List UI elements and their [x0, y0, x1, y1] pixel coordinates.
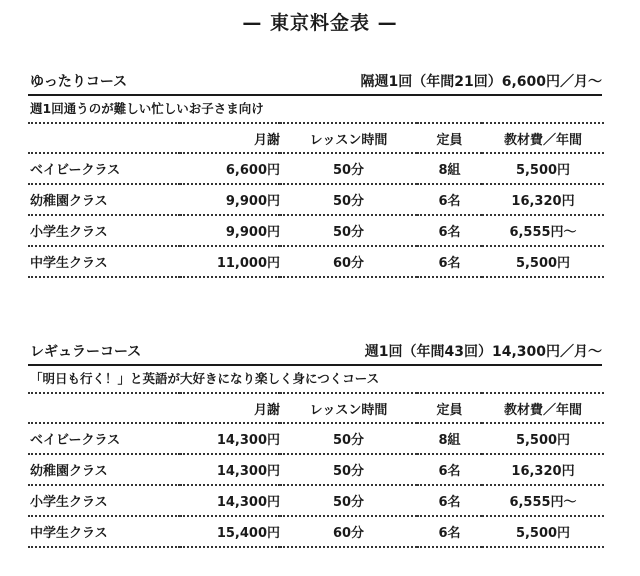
class-name-cell: ベイビークラス	[28, 423, 180, 454]
class-name-cell: 幼稚園クラス	[28, 184, 180, 215]
lesson-time-cell: 50分	[280, 184, 417, 215]
capacity-cell: 6名	[417, 454, 482, 485]
course-header	[28, 70, 602, 96]
column-header-class	[28, 123, 180, 153]
lesson-time-cell: 60分	[280, 516, 417, 547]
column-header-class	[28, 393, 180, 423]
course-price: 隔週1回（年間21回）6,600円／月〜	[360, 74, 602, 90]
capacity-cell: 6名	[417, 485, 482, 516]
lesson-time-cell: 60分	[280, 246, 417, 277]
table-header-row	[28, 393, 604, 423]
material-fee-cell: 5,500円	[482, 423, 604, 454]
course-description: 週1回通うのが難しい忙しいお子さま向け	[30, 101, 264, 116]
course-price: 週1回（年間43回）14,300円／月〜	[364, 344, 602, 360]
lesson-time-cell: 50分	[280, 215, 417, 246]
monthly-fee-cell: 14,300円	[180, 454, 280, 485]
capacity-cell: 6名	[417, 184, 482, 215]
table-row	[28, 485, 604, 516]
table-row	[28, 423, 604, 454]
monthly-fee-cell: 14,300円	[180, 485, 280, 516]
course-section-regular	[28, 340, 602, 548]
course-name: ゆったりコース	[30, 74, 128, 90]
class-name-cell: ベイビークラス	[28, 153, 180, 184]
class-name-cell: 小学生クラス	[28, 215, 180, 246]
table-row	[28, 184, 604, 215]
monthly-fee-cell: 9,900円	[180, 184, 280, 215]
column-header-material-fee: 教材費／年間	[482, 123, 604, 153]
column-header-capacity: 定員	[417, 123, 482, 153]
course-header	[28, 340, 602, 366]
table-row	[28, 454, 604, 485]
table-row	[28, 516, 604, 547]
monthly-fee-cell: 11,000円	[180, 246, 280, 277]
column-header-lesson-time: レッスン時間	[280, 123, 417, 153]
course-name: レギュラーコース	[30, 344, 142, 360]
capacity-cell: 6名	[417, 516, 482, 547]
class-name-cell: 中学生クラス	[28, 516, 180, 547]
fee-table	[28, 392, 604, 548]
material-fee-cell: 16,320円	[482, 184, 604, 215]
course-section-yuttari	[28, 70, 602, 278]
material-fee-cell: 16,320円	[482, 454, 604, 485]
material-fee-cell: 6,555円〜	[482, 485, 604, 516]
monthly-fee-cell: 14,300円	[180, 423, 280, 454]
column-header-monthly-fee: 月謝	[180, 393, 280, 423]
class-name-cell: 幼稚園クラス	[28, 454, 180, 485]
lesson-time-cell: 50分	[280, 454, 417, 485]
table-row	[28, 246, 604, 277]
material-fee-cell: 5,500円	[482, 153, 604, 184]
material-fee-cell: 5,500円	[482, 246, 604, 277]
monthly-fee-cell: 6,600円	[180, 153, 280, 184]
fee-table	[28, 122, 604, 278]
page-title: — 東京料金表 —	[242, 12, 398, 34]
material-fee-cell: 5,500円	[482, 516, 604, 547]
table-header-row	[28, 123, 604, 153]
monthly-fee-cell: 9,900円	[180, 215, 280, 246]
column-header-capacity: 定員	[417, 393, 482, 423]
monthly-fee-cell: 15,400円	[180, 516, 280, 547]
capacity-cell: 6名	[417, 246, 482, 277]
class-name-cell: 中学生クラス	[28, 246, 180, 277]
class-name-cell: 小学生クラス	[28, 485, 180, 516]
table-row	[28, 215, 604, 246]
column-header-monthly-fee: 月謝	[180, 123, 280, 153]
column-header-lesson-time: レッスン時間	[280, 393, 417, 423]
capacity-cell: 6名	[417, 215, 482, 246]
table-row	[28, 153, 604, 184]
capacity-cell: 8組	[417, 153, 482, 184]
lesson-time-cell: 50分	[280, 153, 417, 184]
course-description: 「明日も行く！」と英語が大好きになり楽しく身につくコース	[30, 371, 380, 386]
lesson-time-cell: 50分	[280, 423, 417, 454]
capacity-cell: 8組	[417, 423, 482, 454]
lesson-time-cell: 50分	[280, 485, 417, 516]
material-fee-cell: 6,555円〜	[482, 215, 604, 246]
column-header-material-fee: 教材費／年間	[482, 393, 604, 423]
